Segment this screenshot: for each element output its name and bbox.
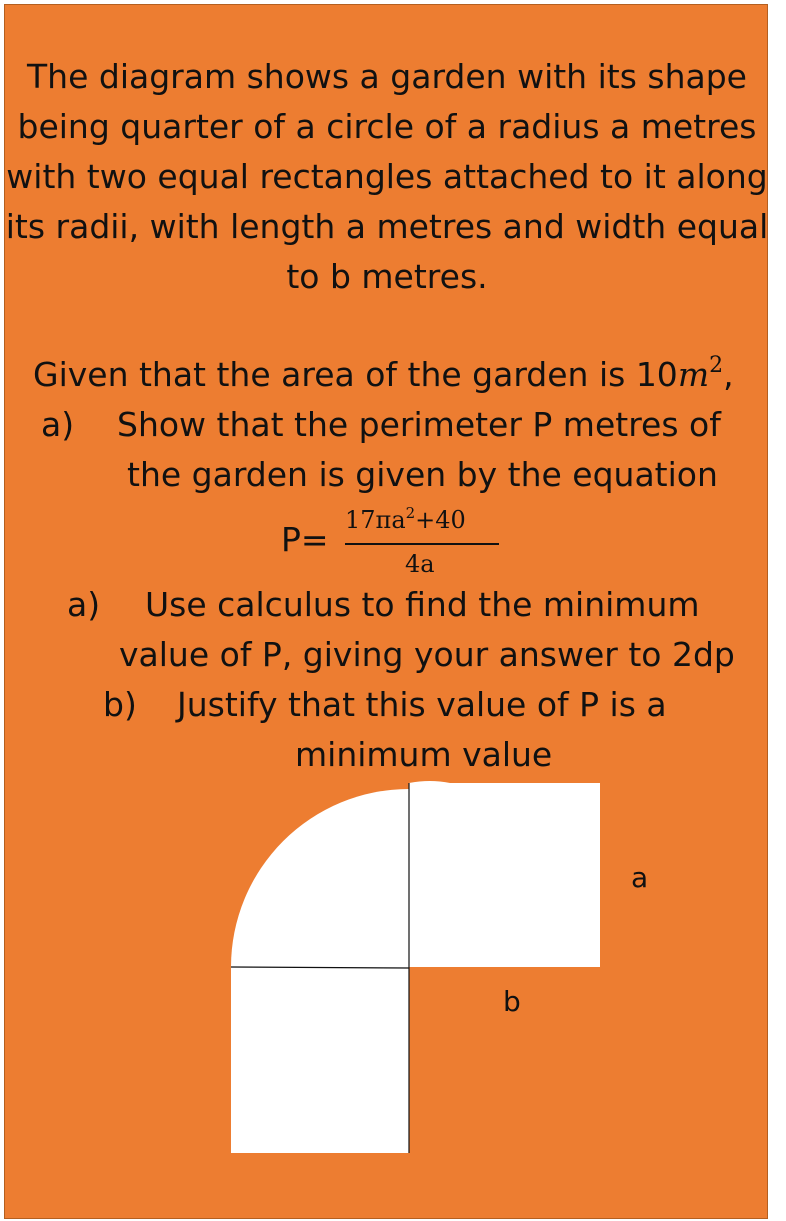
- garden-diagram: [5, 5, 769, 1220]
- question-3-line-1: Justify that this value of P is a: [177, 685, 667, 724]
- question-3-line-2: minimum value: [295, 735, 553, 774]
- question-1-label: a): [41, 405, 75, 444]
- numerator-tail: +40: [415, 506, 466, 534]
- numerator-exponent: 2: [405, 504, 416, 522]
- question-1-line-2: the garden is given by the equation: [127, 455, 718, 494]
- given-exponent: 2: [709, 353, 724, 378]
- given-text: Given that the area of the garden is 10: [33, 355, 678, 394]
- given-unit: m: [677, 355, 710, 394]
- slide: [4, 4, 768, 1219]
- equation-lhs: P=: [281, 520, 329, 559]
- question-2-line-2: value of P, giving your answer to 2dp: [119, 635, 735, 674]
- question-3-label: b): [103, 685, 137, 724]
- label-b: b: [503, 985, 521, 1018]
- given-comma: ,: [723, 355, 734, 394]
- question-2-label: a): [67, 585, 101, 624]
- intro-text: The diagram shows a garden with its shape being quarter of a circle of a radius a metres with two equal rectangles attached to it along its radii, with length a metres and width equal to b metres.: [5, 57, 769, 296]
- label-a: a: [631, 861, 649, 894]
- question-2-line-1: Use calculus to find the minimum: [145, 585, 700, 624]
- numerator-main: 17πa: [345, 506, 406, 534]
- equation-denominator: 4a: [405, 550, 435, 578]
- quarter-circle: [231, 789, 409, 967]
- bottom-rectangle: [231, 967, 409, 1153]
- quarter-circle-cap: [409, 781, 450, 783]
- question-1-line-1: Show that the perimeter P metres of: [117, 405, 721, 444]
- right-rectangle: [409, 783, 600, 967]
